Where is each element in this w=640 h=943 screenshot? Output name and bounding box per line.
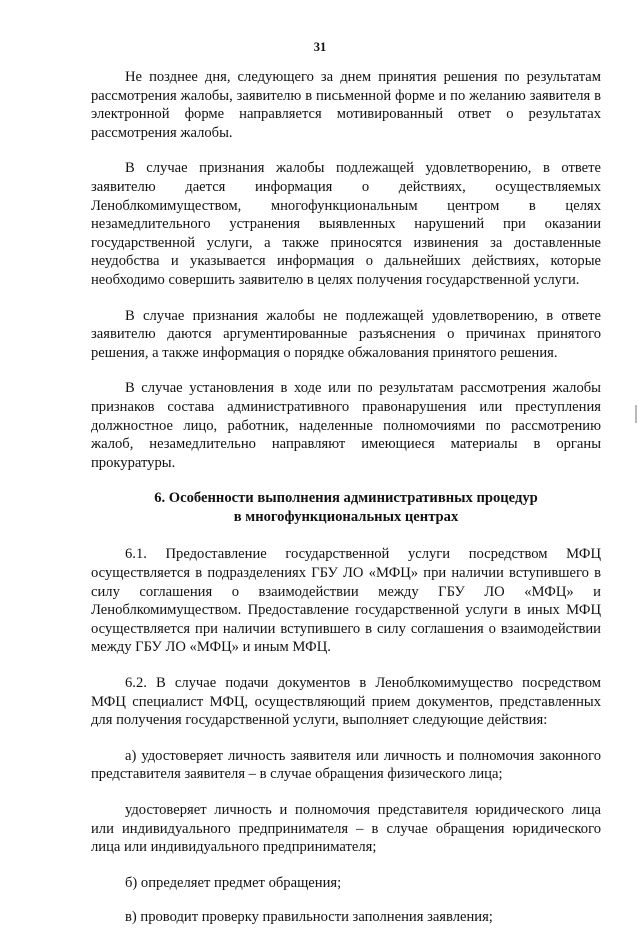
document-body	[91, 68, 601, 943]
paragraph-response-deadline: Не позднее дня, следующего за днем принятия решения по результатам рассмотрения жалобы, заявителю в письменной форме и по желанию заявителя в электронной форме направляется мотивированный ответ о результатах рассмотрения жалобы.	[91, 69, 601, 141]
list-item-b: б) определяет предмет обращения;	[125, 874, 342, 891]
paragraph-6-2: 6.2. В случае подачи документов в Леноблкомимущество посредством МФЦ специалист МФЦ, осуществляющий прием документов, представленных для получения государственной услуги, выполняет следующие действия:	[91, 675, 601, 729]
list-item-a-continued: удостоверяет личность и полномочия представителя юридического лица или индивидуального предпринимателя – в случае обращения юридического лица или индивидуального предпринимателя;	[91, 802, 601, 856]
paragraph-complaint-satisfied: В случае признания жалобы подлежащей удовлетворению, в ответе заявителю дается информация о действиях, осуществляемых Леноблкомимуществом, многофункциональным центром в целях незамедлительного устранения выявленных нарушений при оказании государственной услуги, а также приносятся извинения за доставленные неудобства и указывается информация о дальнейших действиях, которые необходимо совершить заявителю в целях получения государственной услуги.	[91, 160, 601, 288]
page-number: 31	[313, 40, 327, 54]
paragraph-6-1: 6.1. Предоставление государственной услуги посредством МФЦ осуществляется в подразделениях ГБУ ЛО «МФЦ» при наличии вступившего в силу соглашения о взаимодействии между ГБУ ЛО «МФЦ» и Леноблкомимуществом. Предоставление государственной услуги в иных МФЦ осуществляется при наличии вступившего в силу соглашения о взаимодействии между ГБУ ЛО «МФЦ» и иным МФЦ.	[91, 546, 601, 656]
paragraph-complaint-rejected: В случае признания жалобы не подлежащей удовлетворению, в ответе заявителю даются аргументированные разъяснения о причинах принятого решения, а также информация о порядке обжалования принятого решения.	[91, 307, 601, 361]
section-heading-line-1: 6. Особенности выполнения административных процедур	[154, 490, 538, 507]
section-heading-line-2: в многофункциональных центрах	[233, 508, 459, 525]
section-heading	[91, 489, 601, 526]
list-item-v: в) проводит проверку правильности заполнения заявления;	[125, 909, 493, 926]
list-item-a: а) удостоверяет личность заявителя или личность и полномочия законного представителя заявителя – в случае обращения физического лица;	[91, 747, 601, 783]
paragraph-prosecution-referral: В случае установления в ходе или по результатам рассмотрения жалобы признаков состава административного правонарушения или преступления должностное лицо, работник, наделенные полномочиями по рассмотрению жалоб, незамедлительно направляют имеющиеся материалы в органы прокуратуры.	[91, 380, 601, 471]
scan-artifact	[635, 405, 637, 423]
